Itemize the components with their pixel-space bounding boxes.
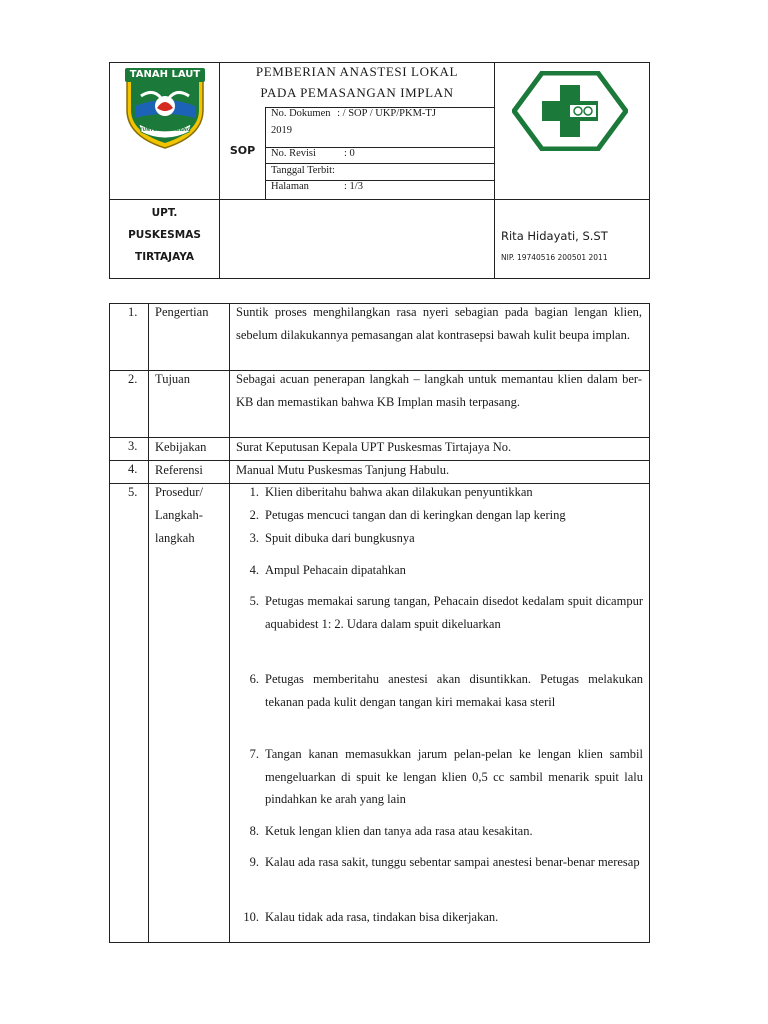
step-number: 10. [243, 910, 259, 924]
step-number: 4. [249, 563, 259, 577]
no-revisi-label: No. Revisi [271, 148, 316, 159]
logo-title-text: TANAH LAUT [129, 69, 201, 80]
document-title [220, 63, 494, 107]
halaman-row [271, 181, 363, 192]
row-text: Surat Keputusan Kepala UPT Puskesmas Tirtajaya No. [236, 440, 512, 454]
no-dokumen-value: : / SOP / UKP/PKM-TJ [337, 108, 436, 119]
row-label-line-1: Prosedur/ [155, 485, 203, 499]
row-number: 4. [128, 462, 138, 476]
step-number: 8. [249, 824, 259, 838]
step-text: Klien diberitahu bahwa akan dilakukan penyuntikkan [265, 485, 533, 499]
step-text: Kalau tidak ada rasa, tindakan bisa dikerjakan. [265, 910, 499, 924]
no-revisi-value: : 0 [344, 148, 355, 159]
unit-line-2: PUSKESMAS [128, 229, 201, 241]
title-line-2: PADA PEMASANGAN IMPLAN [260, 85, 454, 100]
no-dokumen-label: No. Dokumen [271, 108, 331, 119]
row-label: Kebijakan [155, 440, 207, 454]
step-number: 3. [249, 531, 259, 545]
sop-label: SOP [229, 144, 256, 157]
step-number: 6. [249, 672, 259, 686]
halaman-value: : 1/3 [344, 181, 363, 192]
no-dokumen-row [271, 108, 436, 119]
procedure-steps [237, 484, 643, 942]
step-text: Spuit dibuka dari bungkusnya [265, 531, 415, 545]
sop-header-table [109, 62, 650, 279]
sop-content-table [109, 303, 650, 943]
step-text: Petugas mencuci tangan dan di keringkan dengan lap kering [265, 508, 566, 522]
row-number: 2. [128, 372, 138, 386]
step-text: Ketuk lengan klien dan tanya ada rasa atau kesakitan. [265, 824, 533, 838]
row-text: Sebagai acuan penerapan langkah – langkah untuk memantau klien dalam ber-KB dan memastikan bahwa KB Implan masih terpasang. [236, 372, 642, 409]
row-text: Suntik proses menghilangkan rasa nyeri sebagian pada bagian lengan klien, sebelum dilakukannya pemasangan alat kontrasepsi bawah kulit beupa implan. [236, 305, 642, 342]
table-row [110, 304, 649, 370]
step-number: 9. [249, 855, 259, 869]
row-label-line-3: langkah [155, 531, 195, 545]
no-dokumen-year: 2019 [271, 125, 292, 136]
row-number: 3. [128, 439, 138, 453]
signer-name: Rita Hidayati, S.ST [501, 229, 608, 243]
row-label-line-2: Langkah- [155, 508, 203, 522]
table-row [110, 371, 649, 437]
step-text: Tangan kanan memasukkan jarum pelan-pelan ke lengan klien sambil mengeluarkan di spuit ke lengan klien 0,5 cc sambil menarik spuit lalu pindahkan ke arah yang lain [265, 747, 643, 806]
tanggal-terbit-label: Tanggal Terbit: [271, 165, 335, 176]
halaman-label: Halaman [271, 181, 309, 192]
document-meta [265, 107, 494, 199]
table-row [110, 438, 649, 460]
row-number: 5. [128, 485, 138, 499]
logo-banner-text: TUNTUNG PANDANG [139, 128, 191, 133]
step-number: 5. [249, 594, 259, 608]
row-text: Manual Mutu Puskesmas Tanjung Habulu. [236, 463, 450, 477]
row-label: Tujuan [155, 372, 190, 386]
step-number: 7. [249, 747, 259, 761]
tanah-laut-emblem-icon [121, 66, 209, 150]
step-number: 2. [249, 508, 259, 522]
step-number: 1. [249, 485, 259, 499]
step-text: Petugas memakai sarung tangan, Pehacain disedot kedalam spuit dicampur aquabidest 1: 2. Udara dalam spuit dikeluarkan [265, 594, 643, 631]
unit-line-3: TIRTAJAYA [135, 251, 194, 263]
table-row [110, 484, 649, 942]
row-label: Pengertian [155, 305, 209, 319]
title-line-1: PEMBERIAN ANASTESI LOKAL [255, 64, 459, 79]
signer-nip: NIP. 19740516 200501 2011 [501, 253, 608, 262]
step-text: Petugas memberitahu anestesi akan disuntikkan. Petugas melakukan tekanan pada kulit dengan tangan kiri memakai kasa steril [265, 672, 643, 709]
puskesmas-cross-icon [512, 71, 628, 151]
table-row [110, 461, 649, 483]
row-number: 1. [128, 305, 138, 319]
step-text: Kalau ada rasa sakit, tunggu sebentar sampai anestesi benar-benar meresap [265, 855, 640, 869]
no-revisi-row [271, 148, 355, 159]
row-label: Referensi [155, 463, 203, 477]
step-text: Ampul Pehacain dipatahkan [265, 563, 406, 577]
unit-block [110, 200, 219, 278]
unit-line-1: UPT. [151, 207, 178, 219]
